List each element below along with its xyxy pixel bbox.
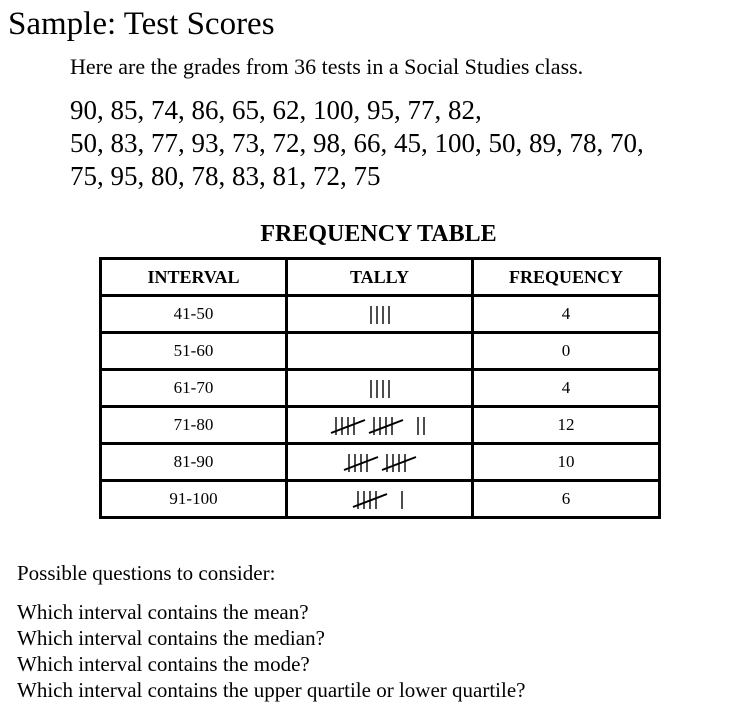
question-item: Which interval contains the mean? [17,600,309,624]
question-item: Which interval contains the mode? [17,652,310,676]
question-item: Which interval contains the median? [17,626,325,650]
tally-cell [287,333,473,370]
frequency-cell: 0 [473,333,660,370]
intro-text: Here are the grades from 36 tests in a Social Studies class. [70,54,584,79]
interval-cell: 81-90 [101,444,287,481]
interval-cell: 61-70 [101,370,287,407]
table-row [101,407,660,444]
header-frequency: FREQUENCY [473,259,660,296]
table-row [101,481,660,518]
tally-cell [287,481,473,518]
tally-marks [365,374,395,402]
interval-cell: 71-80 [101,407,287,444]
tally-cell [287,407,473,444]
tally-marks [330,411,430,439]
frequency-cell: 4 [473,370,660,407]
tally-cell [287,444,473,481]
tally-cell [287,296,473,333]
table-title: FREQUENCY TABLE [260,221,497,247]
header-tally: TALLY [287,259,473,296]
scores-list [70,94,710,193]
question-item: Which interval contains the upper quartile or lower quartile? [17,678,526,702]
frequency-cell: 12 [473,407,660,444]
interval-cell: 91-100 [101,481,287,518]
scores-line: 50, 83, 77, 93, 73, 72, 98, 66, 45, 100, 50, 89, 78, 70, [70,128,644,158]
tally-marks [343,448,417,476]
scores-line: 75, 95, 80, 78, 83, 81, 72, 75 [70,161,381,191]
interval-cell: 51-60 [101,333,287,370]
tally-cell [287,370,473,407]
page-title: Sample: Test Scores [8,6,275,42]
scores-line: 90, 85, 74, 86, 65, 62, 100, 95, 77, 82, [70,95,482,125]
table-row [101,444,660,481]
table-header-row [101,259,660,296]
tally-marks [365,300,395,328]
interval-cell: 41-50 [101,296,287,333]
table-row [101,370,660,407]
questions-intro: Possible questions to consider: [17,561,276,585]
questions-list [17,599,525,703]
header-interval: INTERVAL [101,259,287,296]
frequency-cell: 10 [473,444,660,481]
frequency-table [99,257,661,519]
table-row [101,333,660,370]
frequency-cell: 6 [473,481,660,518]
frequency-cell: 4 [473,296,660,333]
table-row [101,296,660,333]
tally-marks [352,485,408,513]
